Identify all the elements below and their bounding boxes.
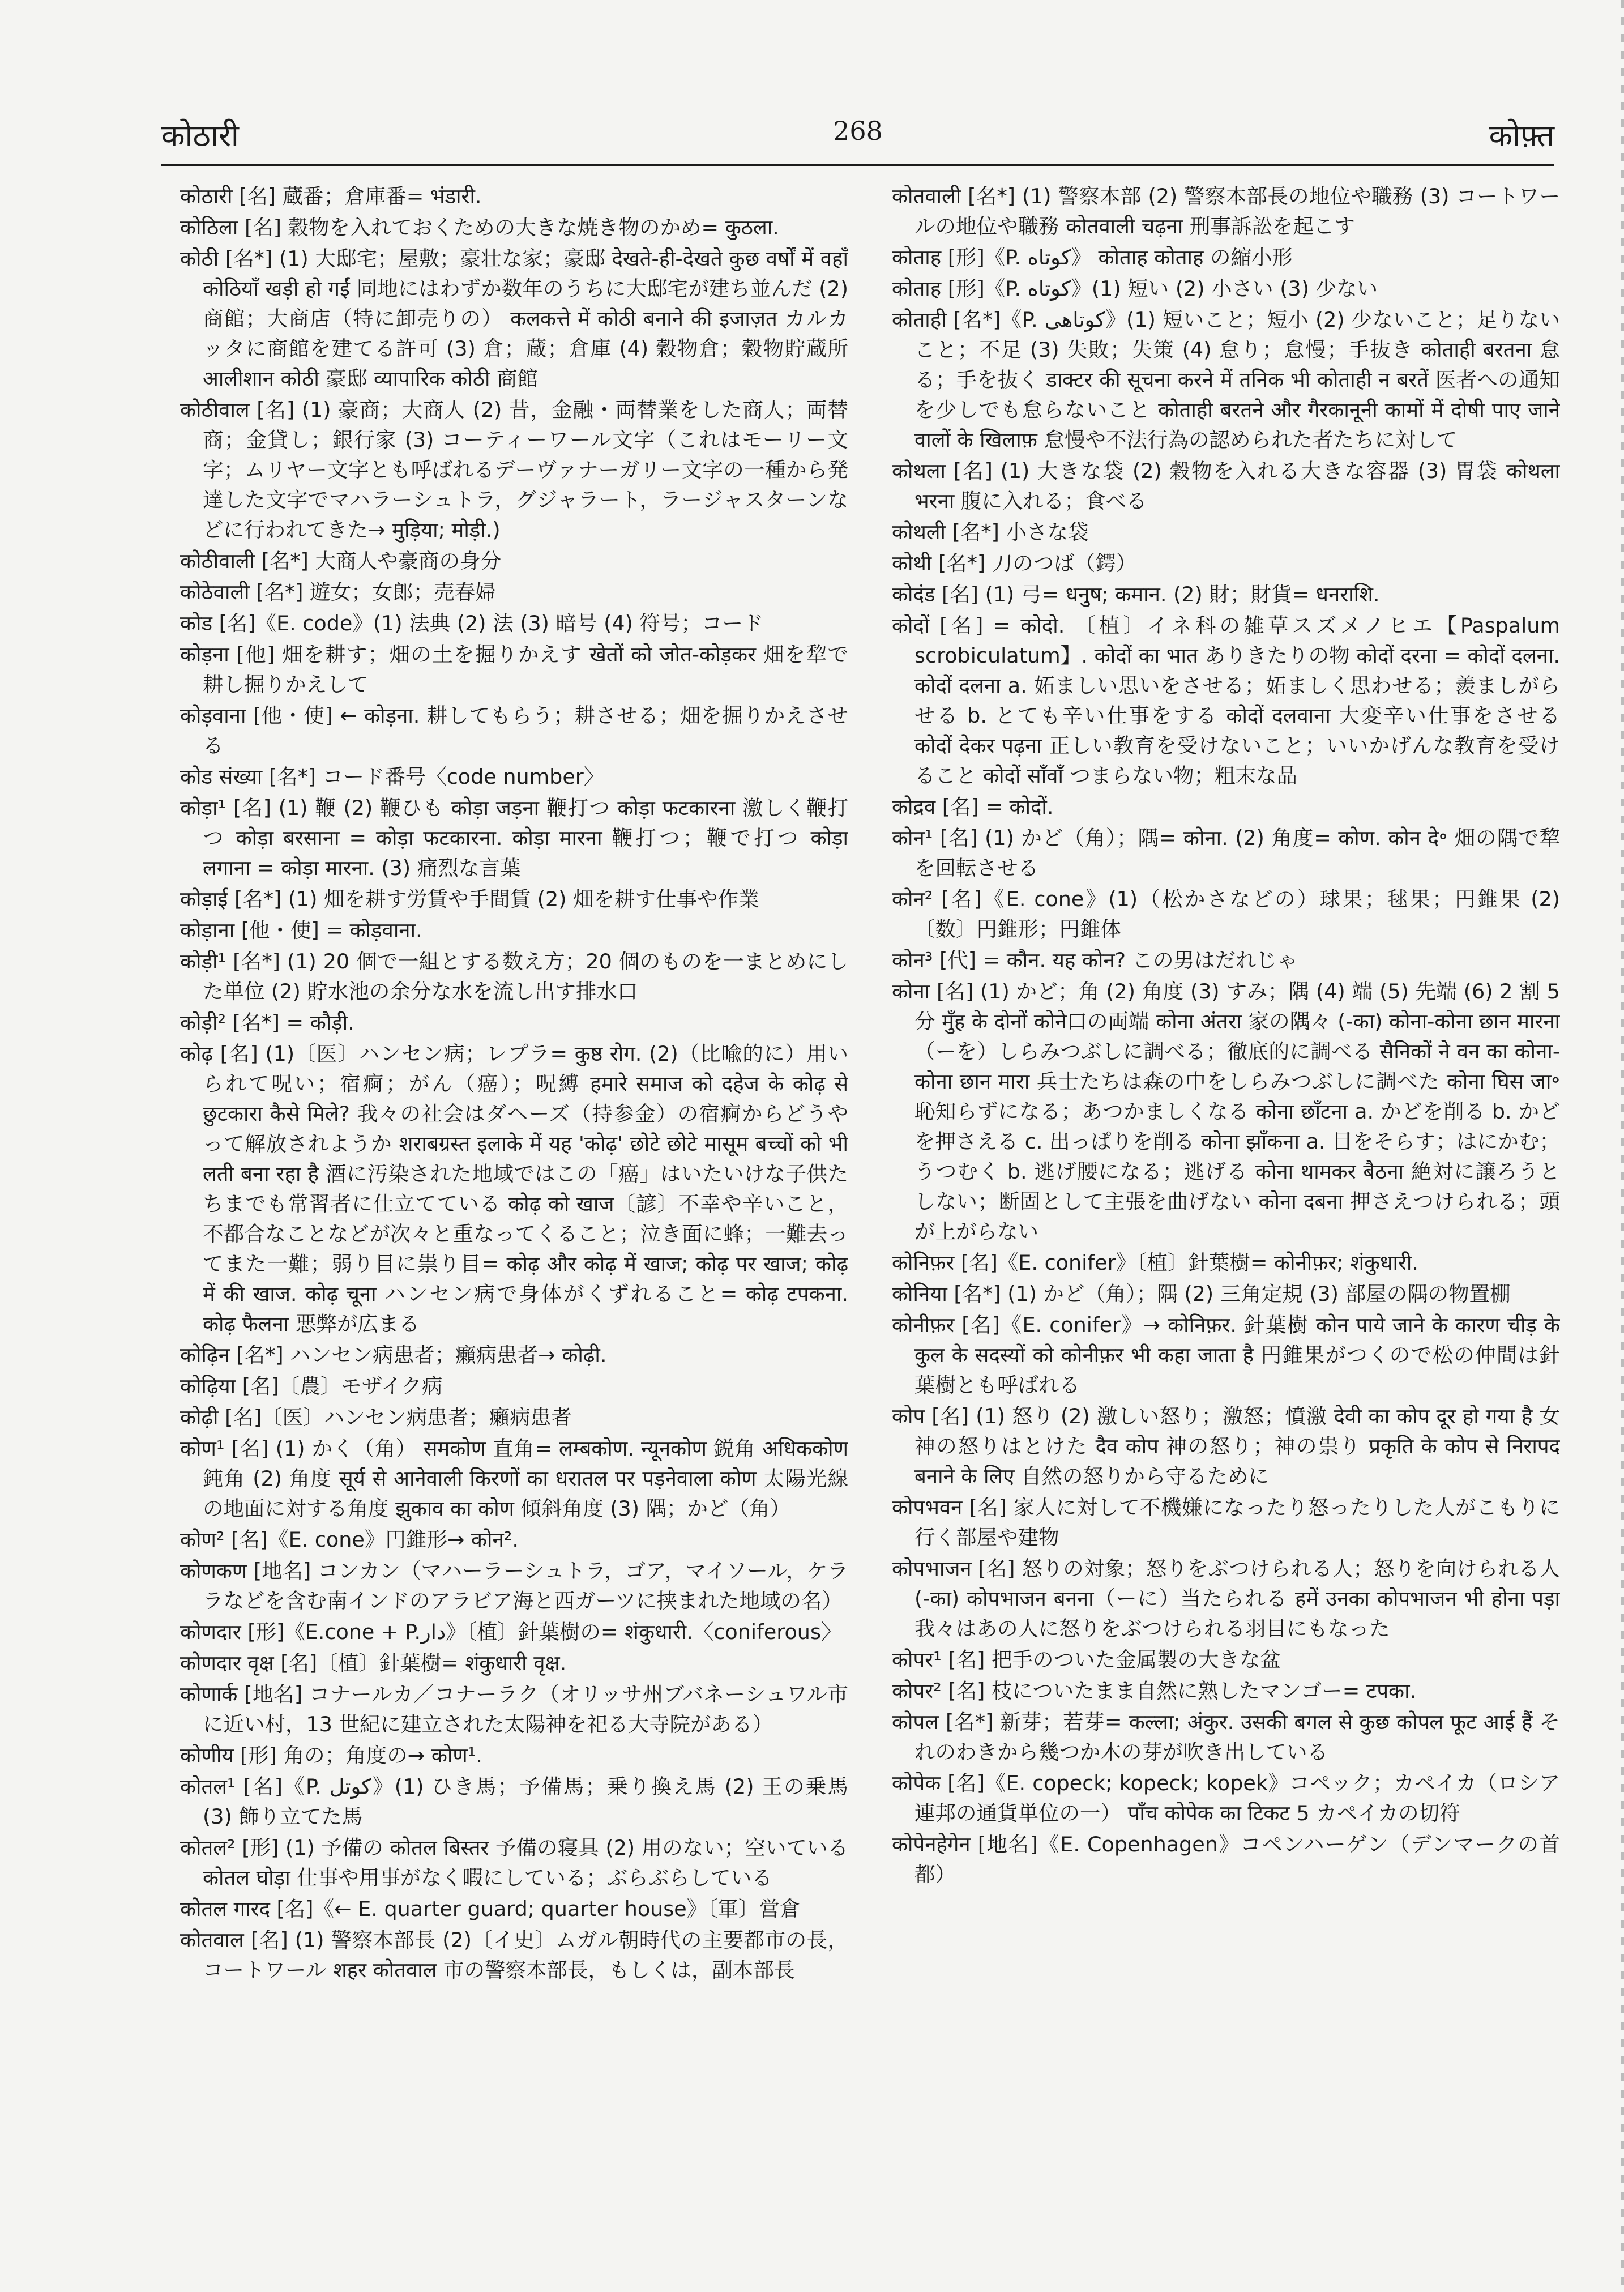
dictionary-entry: कोठारी [名] 蔵番；倉庫番= भंडारी. [180, 184, 482, 208]
dictionary-entry: कोड [名]《E. code》(1) 法典 (2) 法 (3) 暗号 (4) 符号；コード [180, 611, 764, 635]
dictionary-entry: कोढ़ [名] (1)〔医〕ハンセン病；レプラ= कुष्ठ रोग. (2)（比喩的に）用いられて呪い；宿痾；がん（癌）；呪縛 हमारे समाज को दहेज के कोढ़ से छुटकारा कैसे मिले? 我々の社会はダヘーズ（持参金）の宿痾からどうやって解放されようか शराबग्रस्त इलाके में यह 'कोढ़' छोटे छोटे मासूम बच्चों को भी लती बना रहा है 酒に汚染された地域ではこの「癌」はいたいけな子供たちまでも常習者に仕立てている कोढ़ को खाज〔諺〕不幸や辛いこと，不都合なことなどが次々と重なってくること；泣き面に蜂；一難去ってまた一難；弱り目に祟り目= कोढ़ और कोढ़ में खाज; कोढ़ पर खाज; कोढ़ में की खाज. कोढ़ चूना ハンセン病で身体がくずれること= कोढ़ टपकना. कोढ़ फैलना 悪弊が広まる [180, 1042, 848, 1336]
dictionary-entry: कोपल [名*] 新芽；若芽= कल्ला; अंकुर. उसकी बगल से कुछ कोपल फूट आई हैं それのわきから幾つか木の芽が吹き出している [892, 1710, 1560, 1764]
dictionary-entry: कोढ़िन [名*] ハンセン病患者；癩病患者→ कोढ़ी. [180, 1343, 607, 1367]
dictionary-entry: कोन¹ [名] (1) かど（角）；隅= कोना. (2) 角度= कोण. कोन दे॰ 畑の隅で犂を回転させる [892, 826, 1560, 880]
dictionary-entry: कोठीवाली [名*] 大商人や豪商の身分 [180, 549, 502, 573]
dictionary-entry: कोतल गारद [名]《← E. quarter guard; quarter house》〔軍〕営倉 [180, 1897, 801, 1921]
dictionary-entry: कोड़ी¹ [名*] (1) 20 個で一組とする数え方；20 個のものを一まとめにした単位 (2) 貯水池の余分な水を流し出す排水口 [180, 949, 848, 1004]
dictionary-entry: कोनीफ़र [名]《E. conifer》→ कोनिफ़र. 針葉樹 कोन पाये जाने के कारण चीड़ के कुल के सदस्यों को कोनीफ़र भी कहा जाता है 円錐果がつくので松の仲間は針葉樹とも呼ばれる [892, 1313, 1560, 1397]
dictionary-entry: कोपेनहेगेन [地名]《E. Copenhagen》コペンハーゲン（デンマークの首都） [892, 1832, 1560, 1886]
dictionary-entry: कोदंड [名] (1) 弓= धनुष; कमान. (2) 財；財貨= धनराशि. [892, 582, 1380, 607]
dictionary-entry: कोपभाजन [名] 怒りの対象；怒りをぶつけられる人；怒りを向けられる人 (-का) कोपभाजन बनना（ーに）当たられる हमें उनका कोपभाजन भी होना पड़ा 我々はあの人に怒りをぶつけられる羽目にもなった [892, 1556, 1560, 1641]
dictionary-entry: कोताह [形]《P. کوتاه》(1) 短い (2) 小さい (3) 少ない [892, 276, 1378, 301]
dictionary-entry: कोतवाली [名*] (1) 警察本部 (2) 警察本部長の地位や職務 (3) コートワールの地位や職務 कोतवाली चढ़ना 刑事訴訟を起こす [892, 184, 1560, 238]
dictionary-entry: कोण² [名]《E. cone》円錐形→ कोन². [180, 1527, 519, 1552]
dictionary-entry: कोठिला [名] 穀物を入れておくための大きな焼き物のかめ= कुठला. [180, 215, 779, 240]
dictionary-entry: कोठी [名*] (1) 大邸宅；屋敷；豪壮な家；豪邸 देखते-ही-देखते कुछ वर्षों में वहाँ कोठियाँ खड़ी हो गईं 同地にはわずか数年のうちに大邸宅が建ち並んだ (2) 商館；大商店（特に卸売りの） कलकत्ते में कोठी बनाने की इजाज़त カルカッタに商館を建てる許可 (3) 倉；蔵；倉庫 (4) 穀物倉；穀物貯蔵所 आलीशान कोठी 豪邸 व्यापारिक कोठी 商館 [180, 246, 848, 391]
dictionary-entry: कोढ़ी [名]〔医〕ハンセン病患者；癩病患者 [180, 1405, 572, 1429]
right-running-headword: कोफ़्त [1489, 118, 1554, 153]
dictionary-entry: कोपर¹ [名] 把手のついた金属製の大きな盆 [892, 1647, 1281, 1672]
dictionary-entry: कोणीय [形] 角の；角度の→ कोण¹. [180, 1743, 482, 1768]
dictionary-entry: कोतल² [形] (1) 予備の कोतल बिस्तर 予備の寝具 (2) 用のない；空いている कोतल घोड़ा 仕事や用事がなく暇にしている；ぶらぶらしている [180, 1836, 848, 1890]
dictionary-entry: कोनिया [名*] (1) かど（角）；隅 (2) 三角定規 (3) 部屋の隅の物置棚 [892, 1282, 1511, 1306]
dictionary-entry: कोणदार [形]《E.cone + P.دار》〔植〕針葉樹の= शंकुधारी.〈coniferous〉 [180, 1620, 842, 1644]
dictionary-entry: कोतवाल [名] (1) 警察本部長 (2)〔イ史〕ムガル朝時代の主要都市の長，コートワール शहर कोतवाल 市の警察本部長，もしくは，副本部長 [180, 1928, 848, 1982]
dictionary-entry: कोड़ाना [他・使] = कोड़वाना. [180, 918, 422, 942]
dictionary-entry: कोन³ [代] = कौन. यह कोन? この男はだれじゃ [892, 948, 1298, 972]
dictionary-entry: कोथी [名*] 刀のつば（鍔） [892, 551, 1137, 575]
dictionary-entry: कोणकण [地名] コンカン（マハーラーシュトラ，ゴア，マイソール，ケララなどを含む南インドのアラビア海と西ガーツに挟まれた地域の名） [180, 1559, 848, 1613]
dictionary-entry: कोपभवन [名] 家人に対して不機嫌になったり怒ったりした人がこもりに行く部屋や建物 [892, 1495, 1560, 1550]
dictionary-entry: कोदों [名] = कोदो. 〔植〕イネ科の雑草スズメノヒエ【Paspalum scrobiculatum】. कोदों का भात ありきたりの物 कोदों दरना = कोदों दलना. कोदों दलना a. 妬ましい思いをさせる；妬ましく思わせる；羨ましがらせる b. とても辛い仕事をする कोदों दलवाना 大変辛い仕事をさせる कोदों देकर पढ़ना 正しい教育を受けないこと；いいかげんな教育を受けること कोदों साँवाँ つまらない物；粗末な品 [892, 613, 1560, 788]
dictionary-entry: कोथला [名] (1) 大きな袋 (2) 穀物を入れる大きな容器 (3) 胃袋 कोथला भरना 腹に入れる；食べる [892, 459, 1560, 513]
dictionary-entry: कोतल¹ [名]《P. کوتل》(1) ひき馬；予備馬；乗り換え馬 (2) 王の乗馬 (3) 飾り立てた馬 [180, 1774, 848, 1829]
dictionary-entry: कोड़ी² [名*] = कौड़ी. [180, 1010, 354, 1035]
left-running-headword: कोठारी [161, 118, 239, 153]
dictionary-entry: कोपर² [名] 枝についたまま自然に熟したマンゴー= टपका. [892, 1679, 1417, 1703]
dictionary-entry: कोड़ना [他] 畑を耕す；畑の土を掘りかえす खेतों को जोत-कोड़कर 畑を犂で耕し掘りかえして [180, 642, 848, 697]
dictionary-entry: कोन² [名]《E. cone》(1)（松かさなどの）球果；毬果；円錐果 (2)〔数〕円錐形；円錐体 [892, 887, 1560, 941]
dictionary-entry: कोण¹ [名] (1) かく（角） समकोण 直角= लम्बकोण. न्यूनकोण 鋭角 अधिककोण 鈍角 (2) 角度 सूर्य से आनेवाली किरणों का धरातल पर पड़नेवाला कोण 太陽光線の地面に対する角度 झुकाव का कोण 傾斜角度 (3) 隅；かど（角） [180, 1436, 848, 1521]
dictionary-entry: कोठीवाल [名] (1) 豪商；大商人 (2) 昔，金融・両替業をした商人；両替商；金貸し；銀行家 (3) コーティーワール文字（これはモーリー文字；ムリヤー文字とも呼ばれるデーヴァナーガリー文字の一種から発達した文字でマハラーシュトラ，グジャラート，ラージャスターンなどに行われてきた→ मुड़िया; मोड़ी.) [180, 398, 848, 542]
dictionary-entry: कोणदार वृक्ष [名]〔植〕針葉樹= शंकुधारी वृक्ष. [180, 1651, 567, 1675]
dictionary-entry: कोद्रव [名] = कोदों. [892, 795, 1054, 819]
right-column [892, 181, 1560, 2248]
dictionary-entry: कोड संख्या [名*] コード番号〈code number〉 [180, 765, 605, 789]
dictionary-entry: कोथली [名*] 小さな袋 [892, 520, 1089, 544]
dictionary-entry: कोताह [形]《P. کوتاه》 कोताह कोताह の縮小形 [892, 245, 1293, 270]
left-column [180, 181, 848, 2248]
dictionary-entry: कोना [名] (1) かど；角 (2) 角度 (3) すみ；隅 (4) 端 (5) 先端 (6) 2 割 5 分 मुँह के दोनों कोने口の両端 कोना अंतरा 家の隅々 (-का) कोना-कोना छान मारना（ーを）しらみつぶしに調べる；徹底的に調べる सैनिकों ने वन का कोना-कोना छान मारा 兵士たちは森の中をしらみつぶしに調べた कोना घिस जा॰ 恥知らずになる；あつかましくなる कोना छाँटना a. かどを削る b. かどを押さえる c. 出っぱりを削る कोना झाँकना a. 目をそらす；はにかむ；うつむく b. 逃げ腰になる；逃げる कोना थामकर बैठना 絶対に譲ろうとしない；断固として主張を曲げない कोना दबना 押さえつけられる；頭が上がらない [892, 979, 1560, 1244]
dictionary-entry: कोणार्क [地名] コナールカ／コナーラク（オリッサ州ブバネーシュワル市に近い村，13 世紀に建立された太陽神を祀る大寺院がある） [180, 1682, 848, 1736]
dictionary-entry: कोड़ाई [名*] (1) 畑を耕す労賃や手間賃 (2) 畑を耕す仕事や作業 [180, 887, 759, 911]
page-number: 268 [833, 116, 883, 146]
dictionary-entry: कोनिफ़र [名]《E. conifer》〔植〕針葉樹= कोनीफ़र; शंकुधारी. [892, 1250, 1418, 1275]
dictionary-entry: कोताही [名*]《P. کوتاهی》(1) 短いこと；短小 (2) 少ないこと；足りないこと；不足 (3) 失敗；失策 (4) 怠り；怠慢；手抜き कोताही बरतना 怠る；手を抜く डाक्टर की सूचना करने में तनिक भी कोताही न बरतें 医者への通知を少しでも怠らないこと कोताही बरतने और गैरकानूनी कामों में दोषी पाए जाने वालों के खिलाफ़ 怠慢や不法行為の認められた者たちに対して [892, 308, 1560, 452]
dictionary-entry: कोड़वाना [他・使] ← कोड़ना. 耕してもらう；耕させる；畑を掘りかえさせる [180, 703, 848, 758]
header-rule [161, 164, 1554, 166]
dictionary-entry: कोपेक [名]《E. copeck; kopeck; kopek》コペック；カペイカ（ロシア連邦の通貨単位の一） पाँच कोपेक का टिकट 5 カペイカの切符 [892, 1771, 1560, 1825]
page-header [161, 113, 1554, 164]
dictionary-entry: कोढ़िया [名]〔農〕モザイク病 [180, 1374, 443, 1398]
dictionary-entry: कोप [名] (1) 怒り (2) 激しい怒り；激怒；憤激 देवी का कोप दूर हो गया है 女神の怒りはとけた दैव कोप 神の怒り；神の祟り प्रकृति के कोप से निरापद बनाने के लिए 自然の怒りから守るために [892, 1404, 1560, 1488]
scan-edge-artifact [1621, 0, 1624, 2292]
dictionary-entry: कोठेवाली [名*] 遊女；女郎；売春婦 [180, 580, 496, 604]
dictionary-entry: कोड़ा¹ [名] (1) 鞭 (2) 鞭ひも कोड़ा जड़ना 鞭打つ कोड़ा फटकारना 激しく鞭打つ कोड़ा बरसाना = कोड़ा फटकारना. कोड़ा मारना 鞭打つ；鞭で打つ कोड़ा लगाना = कोड़ा मारना. (3) 痛烈な言葉 [180, 796, 848, 880]
